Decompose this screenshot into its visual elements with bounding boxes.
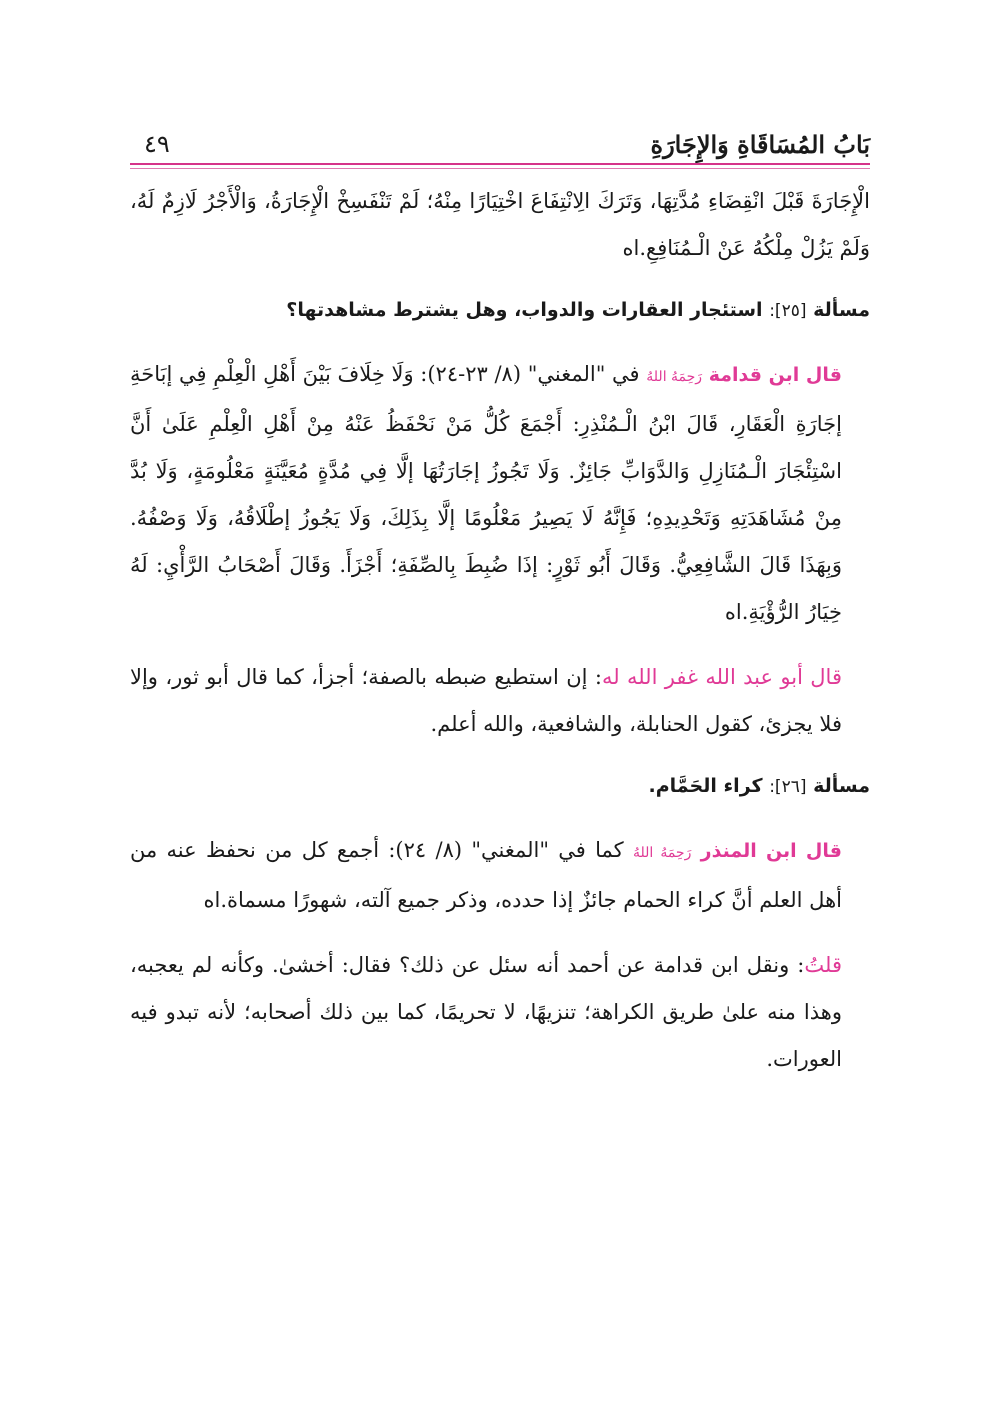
honorific: رَحِمَهُ اللهُ bbox=[632, 845, 692, 861]
intro-paragraph: الْإِجَارَةَ قَبْلَ انْقِضَاءِ مُدَّتِهَا، وَتَرَكَ الِانْتِفَاعَ اخْتِيَارًا مِنْهُ؛ لَمْ تَنْفَسِخْ الْإِجَارَةُ، وَالْأَجْرُ لَازِمٌ لَهُ، وَلَمْ يَزُلْ مِلْكُهُ عَنْ الْـمُنَافِعِ.اه bbox=[130, 189, 870, 260]
quote-speaker: قال ابن المنذر bbox=[700, 840, 842, 862]
quote-speaker: قال ابن قدامة bbox=[708, 364, 842, 386]
page-content bbox=[130, 178, 870, 1101]
section-number: [٢٦]: bbox=[769, 777, 807, 797]
section-title: كراء الحَمَّام. bbox=[648, 775, 763, 797]
page-number: ٤٩ bbox=[144, 130, 170, 158]
section-26-note bbox=[130, 942, 870, 1083]
page-header bbox=[130, 126, 870, 166]
chapter-title: بَابُ المُسَاقَاةِ وَالإِجَارَةِ bbox=[650, 130, 870, 159]
section-label: مسألة bbox=[813, 775, 870, 797]
header-rule bbox=[130, 163, 870, 165]
note-body: : ونقل ابن قدامة عن أحمد أنه سئل عن ذلك؟ فقال: أخشىٰ. وكأنه لم يعجبه، وهذا منه علىٰ طريق الكراهة؛ تنزيهًا، لا تحريمًا، كما بين ذلك أصحابه؛ لأنه تبدو فيه العورات. bbox=[130, 953, 842, 1071]
honorific: رَحِمَهُ اللهُ bbox=[646, 369, 703, 385]
section-25-quote bbox=[130, 351, 870, 636]
header-rule-secondary bbox=[130, 168, 870, 169]
comment-speaker: قال أبو عبد الله غفر الله له bbox=[601, 665, 842, 689]
quote-body: في "المغني" (٨/ ٢٣-٢٤): وَلَا خِلَافَ بَيْنَ أَهْلِ الْعِلْمِ فِي إبَاحَةِ إجَارَةِ الْعَقَارِ، قَالَ ابْنُ الْـمُنْذِرِ: أَجْمَعَ كُلُّ مَنْ نَحْفَظُ عَنْهُ مِنْ أَهْلِ الْعِلْمِ عَلَىٰ أَنَّ اسْتِئْجَارَ الْـمُنَازِلِ وَالدَّوَابِّ جَائِزٌ. وَلَا تَجُوزُ إجَارَتُهَا إلَّا فِي مُدَّةٍ مُعَيَّنَةٍ مَعْلُومَةٍ، وَلَا بُدَّ مِنْ مُشَاهَدَتِهِ وَتَحْدِيدِهِ؛ فَإِنَّهُ لَا يَصِيرُ مَعْلُومًا إلَّا بِذَلِكَ، وَلَا يَجُوزُ إطْلَاقُهُ، وَلَا وَصْفُهُ. وَبِهَذَا قَالَ الشَّافِعِيُّ. وَقَالَ أَبُو ثَوْرٍ: إذَا ضُبِطَ بِالصِّفَةِ؛ أَجْزَأَ. وَقَالَ أَصْحَابُ الرَّأْيِ: لَهُ خِيَارُ الرُّؤْيَةِ.اه bbox=[130, 362, 842, 624]
section-25-heading bbox=[130, 290, 870, 331]
section-title: استئجار العقارات والدواب، وهل يشترط مشاهدتها؟ bbox=[286, 299, 763, 321]
section-26-heading bbox=[130, 766, 870, 807]
note-speaker: قلتُ bbox=[804, 953, 842, 977]
section-25-comment bbox=[130, 654, 870, 748]
section-label: مسألة bbox=[813, 299, 870, 321]
section-number: [٢٥]: bbox=[769, 301, 807, 321]
section-26-quote bbox=[130, 827, 870, 924]
book-page bbox=[130, 0, 870, 1418]
quote-body: كما في "المغني" (٨/ ٢٤): أجمع كل من نحفظ عنه من أهل العلم أنَّ كراء الحمام جائزٌ إذا حدده، وذكر جميع آلته، شهورًا مسماة.اه bbox=[130, 838, 842, 912]
comment-body: : إن استطيع ضبطه بالصفة؛ أجزأ، كما قال أبو ثور، وإلا فلا يجزئ، كقول الحنابلة، والشافعية، والله أعلم. bbox=[130, 665, 842, 736]
